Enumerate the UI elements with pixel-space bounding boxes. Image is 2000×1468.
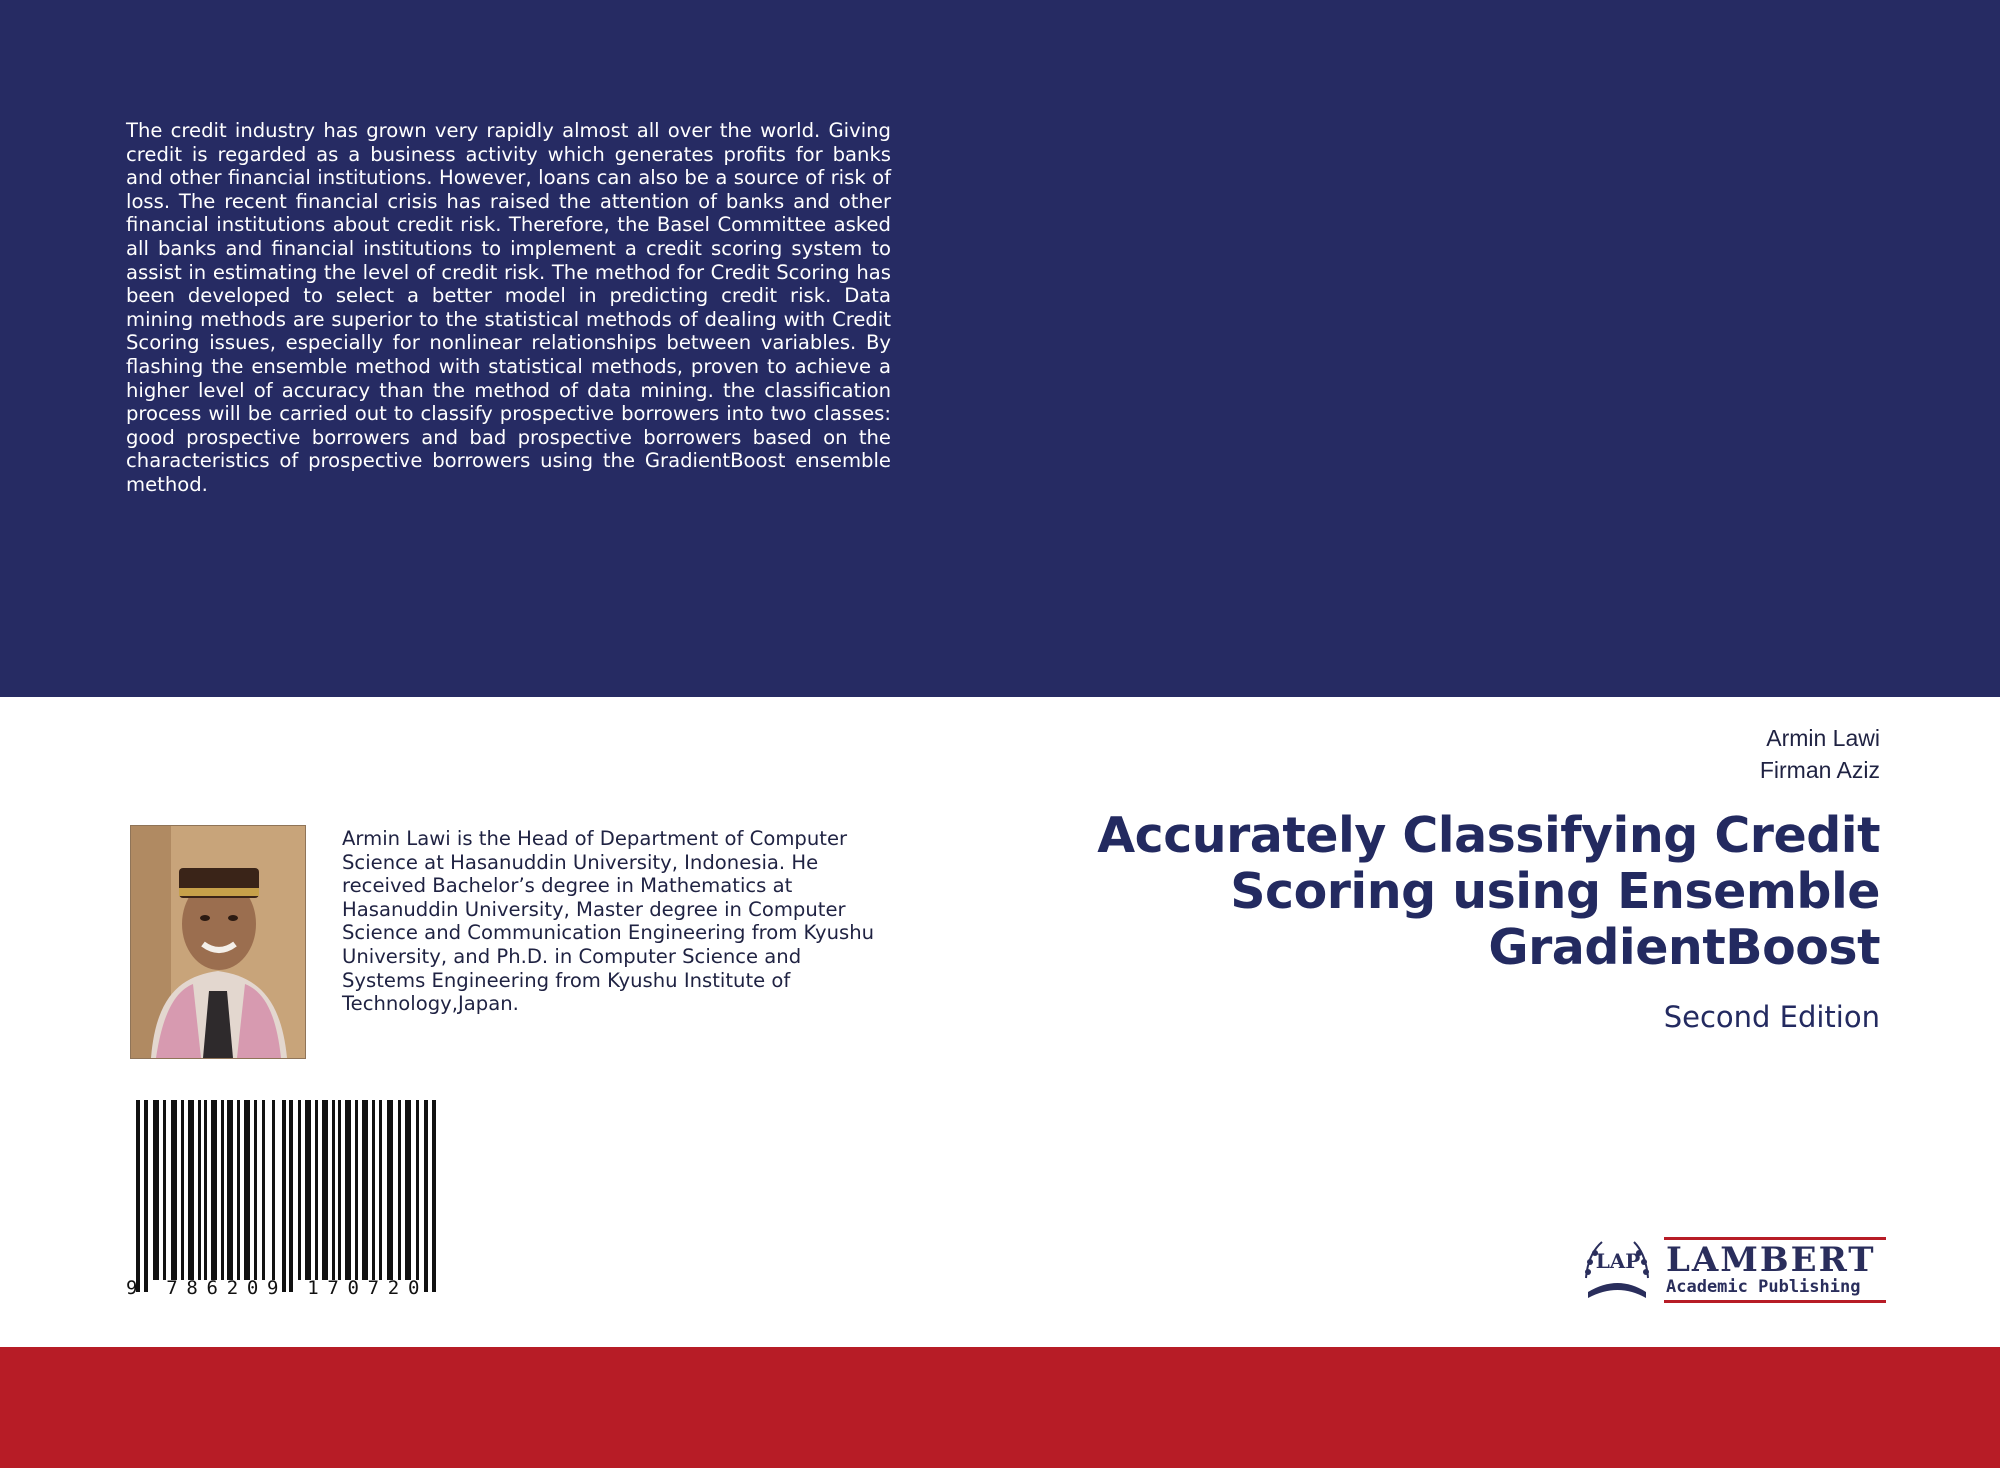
- lap-badge-text: LAP: [1595, 1249, 1641, 1273]
- red-bottom-band: [0, 1347, 2000, 1468]
- author-biography: Armin Lawi is the Head of Department of Computer Science at Hasanuddin University, Indonesia. He received Bachelor’s degree in Mathematics at Hasanuddin University, Master degree in Computer Science and Communication Engineering from Kyushu University, and Ph.D. in Computer Science and Systems Engineering from Kyushu Institute of Technology,Japan.: [342, 827, 875, 1016]
- author-photo: [130, 825, 306, 1059]
- author-name: Armin Lawi: [1766, 725, 1880, 751]
- publisher-subtitle: Academic Publishing: [1666, 1277, 1861, 1297]
- edition-label: Second Edition: [1663, 1000, 1880, 1034]
- author-name: Firman Aziz: [1759, 757, 1880, 783]
- author-list: [1760, 722, 1880, 786]
- book-title: Accurately Classifying Credit Scoring using Ensemble GradientBoost: [1097, 807, 1880, 976]
- author-portrait-icon: [131, 826, 305, 1058]
- publisher-name: LAMBERT: [1666, 1240, 1876, 1280]
- isbn-barcode: [126, 1100, 460, 1305]
- back-cover-blurb: The credit industry has grown very rapidly almost all over the world. Giving credit is regarded as a business activity which generates profits for banks and other financial institutions. However, loans can also be a source of risk of loss. The recent financial crisis has raised the attention of banks and other financial institutions about credit risk. Therefore, the Basel Committee asked all banks and financial institutions to implement a credit scoring system to assist in estimating the level of credit risk. The method for Credit Scoring has been developed to select a better model in predicting credit risk. Data mining methods are superior to the statistical methods of dealing with Credit Scoring issues, especially for nonlinear relationships between variables. By flashing the ensemble method with statistical methods, proven to achieve a higher level of accuracy than the method of data mining. the classification process will be carried out to classify prospective borrowers into two classes: good prospective borrowers and bad prospective borrowers based on the characteristics of prospective borrowers using the GradientBoost ensemble method.: [126, 119, 891, 496]
- publisher-logo: [1578, 1232, 1890, 1310]
- isbn-digits: 9 786209 170720: [126, 1277, 429, 1299]
